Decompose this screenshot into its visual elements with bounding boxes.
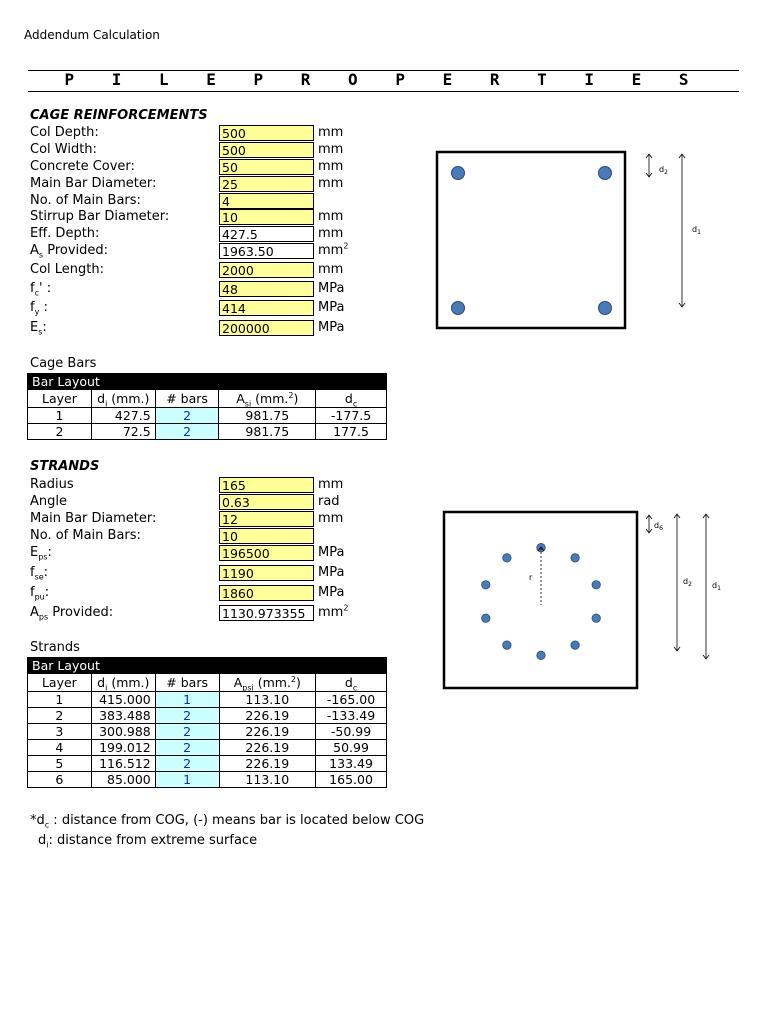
property-unit: mm bbox=[318, 159, 344, 174]
property-unit: MPa bbox=[318, 281, 345, 296]
property-label: Stirrup Bar Diameter: bbox=[30, 209, 170, 224]
dc-cell: -133.49 bbox=[316, 708, 387, 724]
strand-dot bbox=[592, 614, 600, 622]
property-value-field: 427.5 bbox=[219, 226, 314, 242]
header-bars: # bars bbox=[155, 674, 219, 692]
property-label: $A_s$ Provided: bbox=[30, 243, 109, 260]
d1-label: $d_1$ bbox=[712, 581, 721, 592]
dc-cell: 165.00 bbox=[316, 772, 387, 788]
bar-count-cell[interactable]: 2 bbox=[155, 708, 219, 724]
table-row bbox=[28, 740, 387, 756]
dc-cell: -50.99 bbox=[316, 724, 387, 740]
property-value-field: 1130.973355 bbox=[219, 605, 314, 621]
property-value-field[interactable]: 10 bbox=[219, 209, 314, 225]
strand-bar-layout-table bbox=[27, 657, 387, 788]
property-value-field[interactable]: 0.63 bbox=[219, 494, 314, 510]
layer-cell: 6 bbox=[28, 772, 92, 788]
property-value-field[interactable]: 48 bbox=[219, 281, 314, 297]
area-cell: 981.75 bbox=[219, 424, 316, 440]
layer-cell: 1 bbox=[28, 692, 92, 708]
radius-label: r bbox=[529, 573, 533, 582]
property-unit: mm bbox=[318, 511, 344, 526]
property-value-field[interactable]: 200000 bbox=[219, 320, 314, 336]
layer-cell: 5 bbox=[28, 756, 92, 772]
bar-count-cell[interactable]: 2 bbox=[155, 724, 219, 740]
depth-cell: 72.5 bbox=[91, 424, 155, 440]
table-row bbox=[28, 724, 387, 740]
property-label: $E_{ps}$: bbox=[30, 545, 52, 562]
property-value-field[interactable]: 10 bbox=[219, 528, 314, 544]
dc-cell: 177.5 bbox=[316, 424, 387, 440]
property-label: $E_s$: bbox=[30, 320, 47, 337]
property-unit: MPa bbox=[318, 585, 345, 600]
table-caption: Bar Layout bbox=[28, 658, 387, 674]
property-label: $f_y$ : bbox=[30, 300, 48, 317]
property-label: Col Length: bbox=[30, 262, 104, 277]
bar-count-cell[interactable]: 1 bbox=[155, 772, 219, 788]
property-label: Col Depth: bbox=[30, 125, 99, 140]
dc-cell: 50.99 bbox=[316, 740, 387, 756]
dc-cell: 133.49 bbox=[316, 756, 387, 772]
property-value-field[interactable]: 196500 bbox=[219, 545, 314, 561]
strand-dot bbox=[571, 554, 579, 562]
strand-dot bbox=[482, 614, 490, 622]
property-label: Main Bar Diameter: bbox=[30, 511, 157, 526]
layer-cell: 4 bbox=[28, 740, 92, 756]
cage-bar-layout-table bbox=[27, 373, 387, 440]
header-area: $A_{si}$ (mm.$^2$) bbox=[219, 390, 316, 408]
property-label: Eff. Depth: bbox=[30, 226, 100, 241]
strand-dot bbox=[503, 641, 511, 649]
property-value-field[interactable]: 500 bbox=[219, 125, 314, 141]
property-label: Radius bbox=[30, 477, 74, 492]
header-bars: # bars bbox=[155, 390, 219, 408]
property-unit: MPa bbox=[318, 320, 345, 335]
property-unit: mm bbox=[318, 142, 344, 157]
d2-label: $d_2$ bbox=[683, 577, 692, 588]
property-unit: MPa bbox=[318, 545, 345, 560]
property-value-field[interactable]: 4 bbox=[219, 193, 314, 209]
table-row bbox=[28, 772, 387, 788]
depth-cell: 415.000 bbox=[91, 692, 155, 708]
depth-cell: 85.000 bbox=[91, 772, 155, 788]
cage-bar bbox=[452, 302, 465, 315]
property-label: Angle bbox=[30, 494, 67, 509]
layer-cell: 2 bbox=[28, 424, 92, 440]
dc-cell: -165.00 bbox=[316, 692, 387, 708]
property-value-field[interactable]: 500 bbox=[219, 142, 314, 158]
area-cell: 113.10 bbox=[219, 692, 316, 708]
depth-cell: 116.512 bbox=[91, 756, 155, 772]
table-caption: Bar Layout bbox=[28, 374, 387, 390]
header-layer: Layer bbox=[28, 674, 92, 692]
property-value-field[interactable]: 2000 bbox=[219, 262, 314, 278]
header-area: $A_{psi}$ (mm.$^2$) bbox=[219, 674, 316, 692]
note-dc: $*d_c$ : distance from COG, (-) means bar is located below COG bbox=[30, 813, 425, 830]
cage-cross-section-diagram bbox=[430, 145, 700, 340]
cage-bars-title: Cage Bars bbox=[30, 356, 97, 371]
table-header-row bbox=[28, 674, 387, 692]
bar-count-cell[interactable]: 1 bbox=[155, 692, 219, 708]
property-label: Col Width: bbox=[30, 142, 97, 157]
strand-dot bbox=[537, 651, 545, 659]
document-header: Addendum Calculation bbox=[24, 28, 160, 42]
strand-dot bbox=[592, 581, 600, 589]
property-value-field: 1963.50 bbox=[219, 243, 314, 259]
property-unit: mm bbox=[318, 226, 344, 241]
d1-label: $d_1$ bbox=[692, 225, 701, 236]
bar-count-cell[interactable]: 2 bbox=[155, 424, 219, 440]
bar-count-cell[interactable]: 2 bbox=[155, 740, 219, 756]
depth-cell: 300.988 bbox=[91, 724, 155, 740]
area-cell: 226.19 bbox=[219, 740, 316, 756]
pile-outline bbox=[437, 152, 625, 328]
d6-label: $d_6$ bbox=[654, 521, 663, 532]
property-value-field[interactable]: 1860 bbox=[219, 585, 314, 601]
property-value-field[interactable]: 1190 bbox=[219, 565, 314, 581]
table-row bbox=[28, 424, 387, 440]
property-unit: $mm^2$ bbox=[318, 241, 349, 258]
area-cell: 113.10 bbox=[219, 772, 316, 788]
depth-cell: 383.488 bbox=[91, 708, 155, 724]
property-unit: rad bbox=[318, 494, 340, 509]
title-rule bbox=[28, 91, 739, 92]
property-value-field[interactable]: 12 bbox=[219, 511, 314, 527]
header-di: $d_i$ (mm.) bbox=[91, 390, 155, 408]
area-cell: 226.19 bbox=[219, 724, 316, 740]
property-label: $A_{ps}$ Provided: bbox=[30, 605, 114, 622]
table-row bbox=[28, 692, 387, 708]
strand-dot bbox=[503, 554, 511, 562]
property-label: No. of Main Bars: bbox=[30, 528, 141, 543]
property-label: $f_c'$ : bbox=[30, 281, 52, 298]
property-label: $f_{pu}$: bbox=[30, 585, 50, 602]
property-value-field[interactable]: 414 bbox=[219, 300, 314, 316]
note-di: $d_i$: distance from extreme surface bbox=[38, 833, 258, 850]
header-di: $d_i$ (mm.) bbox=[91, 674, 155, 692]
cage-bar bbox=[599, 302, 612, 315]
property-label: Main Bar Diameter: bbox=[30, 176, 157, 191]
property-label: No. of Main Bars: bbox=[30, 193, 141, 208]
property-unit: mm bbox=[318, 176, 344, 191]
header-dc: $d_c$ bbox=[316, 390, 387, 408]
d2-label: $d_2$ bbox=[659, 165, 668, 176]
property-unit: MPa bbox=[318, 300, 345, 315]
area-cell: 981.75 bbox=[219, 408, 316, 424]
bar-count-cell[interactable]: 2 bbox=[155, 408, 219, 424]
cage-bar bbox=[452, 167, 465, 180]
table-row bbox=[28, 708, 387, 724]
depth-cell: 427.5 bbox=[91, 408, 155, 424]
page-title: P I L E P R O P E R T I E S bbox=[64, 70, 703, 89]
strands-section-title: STRANDS bbox=[30, 459, 100, 474]
pile-outline bbox=[444, 512, 637, 688]
property-label: $f_{se}$: bbox=[30, 565, 49, 582]
strand-dot bbox=[571, 641, 579, 649]
layer-cell: 2 bbox=[28, 708, 92, 724]
table-row bbox=[28, 756, 387, 772]
cage-bar bbox=[599, 167, 612, 180]
property-label: Concrete Cover: bbox=[30, 159, 135, 174]
property-unit: mm bbox=[318, 262, 344, 277]
header-layer: Layer bbox=[28, 390, 92, 408]
depth-cell: 199.012 bbox=[91, 740, 155, 756]
bar-count-cell[interactable]: 2 bbox=[155, 756, 219, 772]
property-value-field[interactable]: 25 bbox=[219, 176, 314, 192]
table-header-row bbox=[28, 390, 387, 408]
table-row bbox=[28, 408, 387, 424]
strands-table-title: Strands bbox=[30, 640, 80, 655]
header-dc: $d_c$ bbox=[316, 674, 387, 692]
dc-cell: -177.5 bbox=[316, 408, 387, 424]
layer-cell: 1 bbox=[28, 408, 92, 424]
cage-section-title: CAGE REINFORCEMENTS bbox=[30, 108, 208, 123]
property-unit: MPa bbox=[318, 565, 345, 580]
strand-cross-section-diagram bbox=[438, 505, 728, 695]
layer-cell: 3 bbox=[28, 724, 92, 740]
property-unit: mm bbox=[318, 477, 344, 492]
area-cell: 226.19 bbox=[219, 756, 316, 772]
property-value-field[interactable]: 50 bbox=[219, 159, 314, 175]
property-unit: mm bbox=[318, 209, 344, 224]
strand-dot bbox=[482, 581, 490, 589]
property-value-field[interactable]: 165 bbox=[219, 477, 314, 493]
property-unit: mm bbox=[318, 125, 344, 140]
property-unit: $mm^2$ bbox=[318, 603, 349, 620]
area-cell: 226.19 bbox=[219, 708, 316, 724]
